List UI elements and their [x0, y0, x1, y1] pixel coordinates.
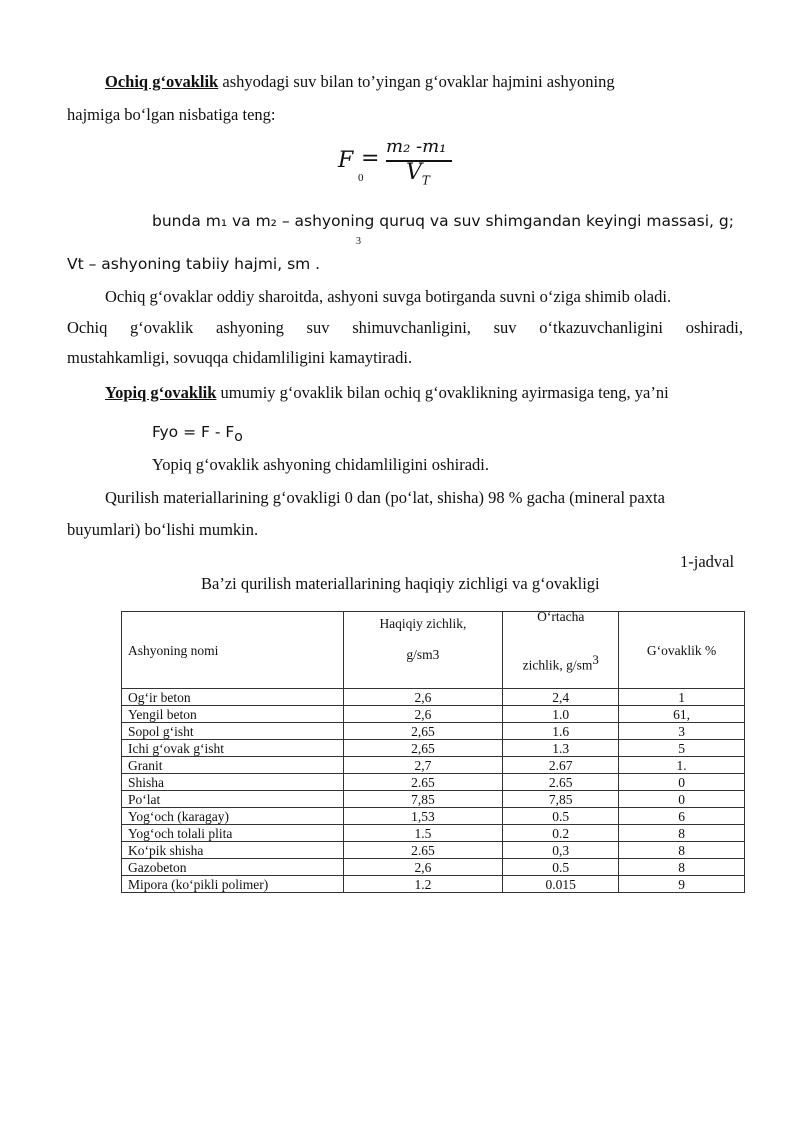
- cell-material-name: Po‘lat: [122, 791, 344, 808]
- cell-true-density: 2,6: [343, 689, 503, 706]
- cell-material-name: Yog‘och (karagay): [122, 808, 344, 825]
- paragraph-open-porosity-line2: hajmiga bo‘lgan nisbatiga teng:: [67, 105, 276, 124]
- paragraph-porosity-range-line2: buyumlari) bo‘lishi mumkin.: [67, 520, 259, 539]
- paragraph-porosity-range-line1: Qurilish materiallarining g‘ovakligi 0 dan (po‘lat, shisha) 98 % gacha (mineral paxta: [105, 488, 665, 507]
- cell-porosity: 8: [619, 842, 745, 859]
- table-row: [122, 757, 745, 774]
- cell-material-name: Yog‘och tolali plita: [122, 825, 344, 842]
- cell-material-name: Granit: [122, 757, 344, 774]
- closed-porosity-formula: Fyo = F - $F_o$: [152, 423, 243, 446]
- header-material-name: Ashyoning nomi: [122, 612, 344, 689]
- header-porosity: G‘ovaklik %: [619, 612, 745, 689]
- table-row: [122, 774, 745, 791]
- paragraph-open-porosity-line1: [105, 72, 615, 92]
- cell-material-name: Og‘ir beton: [122, 689, 344, 706]
- header-average-density: O‘rtacha zichlik, $g/sm^3$: [503, 612, 619, 689]
- open-porosity-formula: [330, 136, 470, 192]
- table-row: [122, 859, 745, 876]
- paragraph-closed-porosity: [105, 383, 669, 403]
- cell-true-density: 2,6: [343, 859, 503, 876]
- table-row: [122, 706, 745, 723]
- paragraph-text: ashyodagi suv bilan to’yingan g‘ovaklar hajmini ashyoning: [222, 72, 615, 91]
- cell-true-density: 1.5: [343, 825, 503, 842]
- where-definition-line: bunda m₁ va m₂ – ashyoning quruq va suv shimgandan keyingi massasi, g;: [152, 212, 734, 230]
- cell-true-density: 1.2: [343, 876, 503, 893]
- cell-average-density: 0,3: [503, 842, 619, 859]
- cell-average-density: 0.5: [503, 859, 619, 876]
- cell-porosity: 0: [619, 774, 745, 791]
- cell-porosity: 8: [619, 825, 745, 842]
- table-body: [122, 689, 745, 893]
- materials-table: [121, 611, 745, 893]
- table-row: [122, 876, 745, 893]
- cell-true-density: 2,65: [343, 723, 503, 740]
- paragraph-text: umumiy g‘ovaklik bilan ochiq g‘ovaklikning ayirmasiga teng, ya’ni: [220, 383, 669, 402]
- paragraph-open-pores-line2: Ochiq g‘ovaklik ashyoning suv shimuvchanligini, suv o‘tkazuvchanligini oshiradi,: [67, 318, 743, 337]
- cell-true-density: 2.65: [343, 774, 503, 791]
- cell-average-density: 1.0: [503, 706, 619, 723]
- cell-porosity: 6: [619, 808, 745, 825]
- cell-average-density: 7,85: [503, 791, 619, 808]
- table-header-row: [122, 612, 745, 689]
- cell-porosity: 5: [619, 740, 745, 757]
- cell-porosity: 8: [619, 859, 745, 876]
- cell-average-density: 1.3: [503, 740, 619, 757]
- cell-porosity: 1.: [619, 757, 745, 774]
- formula-numerator: m₂ -m₁: [386, 136, 447, 157]
- superscript-three: 3: [356, 236, 361, 247]
- formula-equals: =: [361, 146, 380, 171]
- vt-definition-line: Vt – ashyoning tabiiy hajmi, sm .: [67, 255, 321, 273]
- cell-average-density: 0.5: [503, 808, 619, 825]
- table-row: [122, 808, 745, 825]
- cell-average-density: 2,4: [503, 689, 619, 706]
- term-closed-porosity: Yopiq g‘ovaklik: [105, 383, 217, 402]
- cell-average-density: 1.6: [503, 723, 619, 740]
- cell-porosity: 61,: [619, 706, 745, 723]
- table-row: [122, 740, 745, 757]
- cell-porosity: 1: [619, 689, 745, 706]
- paragraph-closed-porosity-effect: Yopiq g‘ovaklik ashyoning chidamliligini oshiradi.: [152, 455, 490, 474]
- cell-porosity: 3: [619, 723, 745, 740]
- table-row: [122, 791, 745, 808]
- cell-average-density: 0.015: [503, 876, 619, 893]
- formula-denominator: $V_T$: [406, 160, 430, 188]
- cell-average-density: 0.2: [503, 825, 619, 842]
- cell-material-name: Yengil beton: [122, 706, 344, 723]
- cell-true-density: 7,85: [343, 791, 503, 808]
- formula-lhs: F: [338, 148, 354, 173]
- table-row: [122, 825, 745, 842]
- table-row: [122, 689, 745, 706]
- paragraph-open-pores-line1: Ochiq g‘ovaklar oddiy sharoitda, ashyoni suvga botirganda suvni o‘ziga shimib oladi.: [105, 287, 672, 306]
- cell-true-density: 2.65: [343, 842, 503, 859]
- cell-true-density: 1,53: [343, 808, 503, 825]
- table-row: [122, 723, 745, 740]
- cell-material-name: Sopol g‘isht: [122, 723, 344, 740]
- cell-true-density: 2,7: [343, 757, 503, 774]
- header-true-density: Haqiqiy zichlik, g/sm3: [343, 612, 503, 689]
- cell-material-name: Gazobeton: [122, 859, 344, 876]
- cell-material-name: Ichi g‘ovak g‘isht: [122, 740, 344, 757]
- cell-material-name: Mipora (ko‘pikli polimer): [122, 876, 344, 893]
- cell-porosity: 0: [619, 791, 745, 808]
- cell-true-density: 2,6: [343, 706, 503, 723]
- cell-true-density: 2,65: [343, 740, 503, 757]
- cell-material-name: Shisha: [122, 774, 344, 791]
- cell-porosity: 9: [619, 876, 745, 893]
- term-open-porosity: Ochiq g‘ovaklik: [105, 72, 219, 91]
- table-title: Ba’zi qurilish materiallarining haqiqiy zichligi va g‘ovakligi: [201, 574, 600, 593]
- cell-average-density: 2.67: [503, 757, 619, 774]
- cell-material-name: Ko‘pik shisha: [122, 842, 344, 859]
- table-row: [122, 842, 745, 859]
- table-label: 1-jadval: [680, 552, 735, 571]
- cell-average-density: 2.65: [503, 774, 619, 791]
- paragraph-open-pores-line3: mustahkamligi, sovuqqa chidamliligini kamaytiradi.: [67, 348, 413, 367]
- formula-lhs-subscript: 0: [358, 172, 364, 184]
